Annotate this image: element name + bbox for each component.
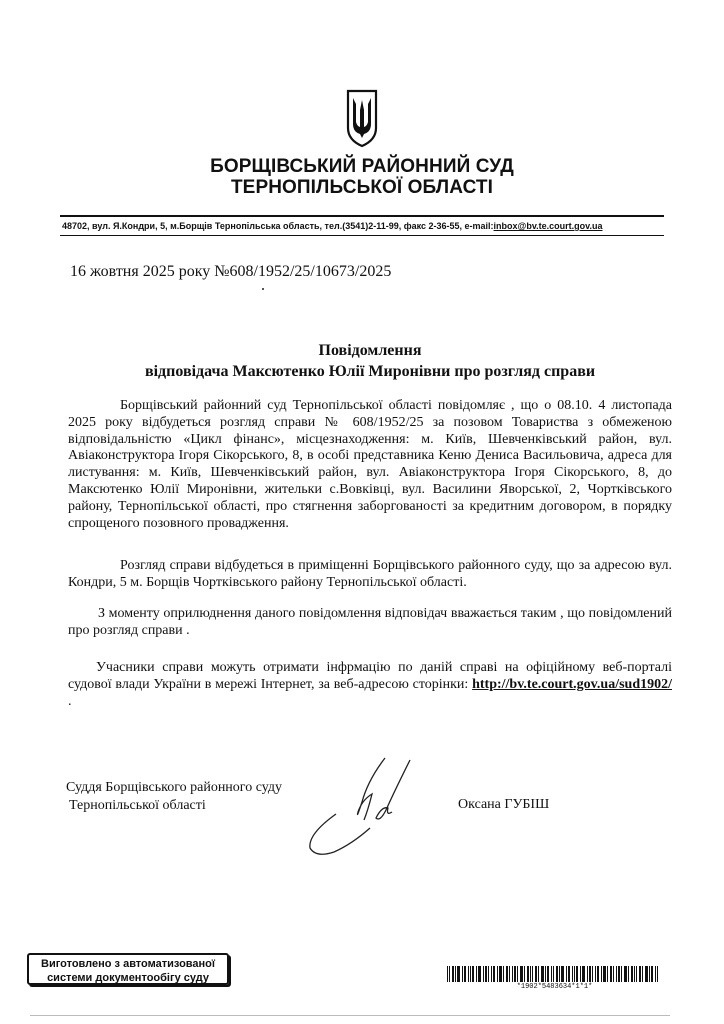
heading-line1: Повідомлення [318,342,422,359]
judge-name: Оксана ГУБІШ [458,797,550,812]
header-rule-top [60,215,664,217]
stamp-line2: системи документообігу суду [47,972,209,984]
scan-edge-line [30,1015,670,1016]
handwritten-signature-icon [290,750,440,860]
paragraph-hearing-notice: Борщівський районний суд Тернопільської області повідомляє , що о 08.10. 4 листопада 2025 року відбудеться розгляд справи № 608/1952/25 за позовом Товариства з обмеженою відповідальністю «Цикл фінанс», місцезнаходження: м. Київ, Шевченківський район, вул. Авіаконструктора Ігоря Сікорського, 8, в особі представника Кеню Дениса Васильовича, адреса для листування: м. Київ, Шевченківський район, вул. Авіаконструктора Ігоря Сікорського, 8, до Максютенко Юлії Миронівни, жительки с.Вовківці, вул. Василини Яворської, 2, Чортківського району, Тернопільської області, про стягнення заборгованості за кредитним договором, в порядку спрощеного позовного провадження. [68,398,672,531]
document-dateline: 16 жовтня 2025 року №608/1952/25/10673/2025 [70,263,392,280]
paragraph-notified: З моменту оприлюднення даного повідомлення відповідач вважається таким , що повідомлений про розгляд справи . [68,606,672,638]
info-portal-end: . [68,693,72,709]
email-link[interactable]: inbox@bv.te.court.gov.ua [493,221,603,231]
scan-dot [262,288,264,290]
stamp-line1: Виготовлено з автоматизованої [41,958,215,970]
heading-line2: відповідача Максютенко Юлії Миронівни про розгляд справи [144,363,596,380]
document-heading [60,340,680,382]
paragraph-hearing-location: Розгляд справи відбудеться в приміщенні Борщівського районного суду, що за адресою вул. Кондри, 5 м. Борщів Чортківського району Тернопільської області. [68,558,672,590]
automated-system-stamp [27,953,229,985]
barcode-icon [447,966,662,982]
court-name-line1: БОРЩІВСЬКИЙ РАЙОННИЙ СУД [210,156,514,177]
court-address [62,221,682,231]
judge-title [66,779,282,815]
info-portal-text: Учасники справи можуть отримати інфрмацію по даній справі на офіційному веб-порталі судової влади України в мережі Інтернет, за веб-адресою сторінки: [68,660,672,692]
court-title [0,156,724,198]
trident-emblem-icon [345,88,379,148]
court-name-line2: ТЕРНОПІЛЬСЬКОЇ ОБЛАСТІ [230,177,494,198]
judge-title-line1: Суддя Борщівського районного суду [66,780,282,795]
paragraph-info-portal [68,660,672,710]
judge-title-line2: Тернопільської області [69,798,206,813]
barcode-number: *1902*5483634*1*1* [516,983,593,991]
header-rule-bottom [60,235,664,236]
court-website-link[interactable]: http://bv.te.court.gov.ua/sud1902/ [472,676,672,692]
address-text: 48702, вул. Я.Кондри, 5, м.Борщів Тернопільська область, тел.(3541)2-11-99, факс 2-36-55, e-mail: [62,221,494,231]
